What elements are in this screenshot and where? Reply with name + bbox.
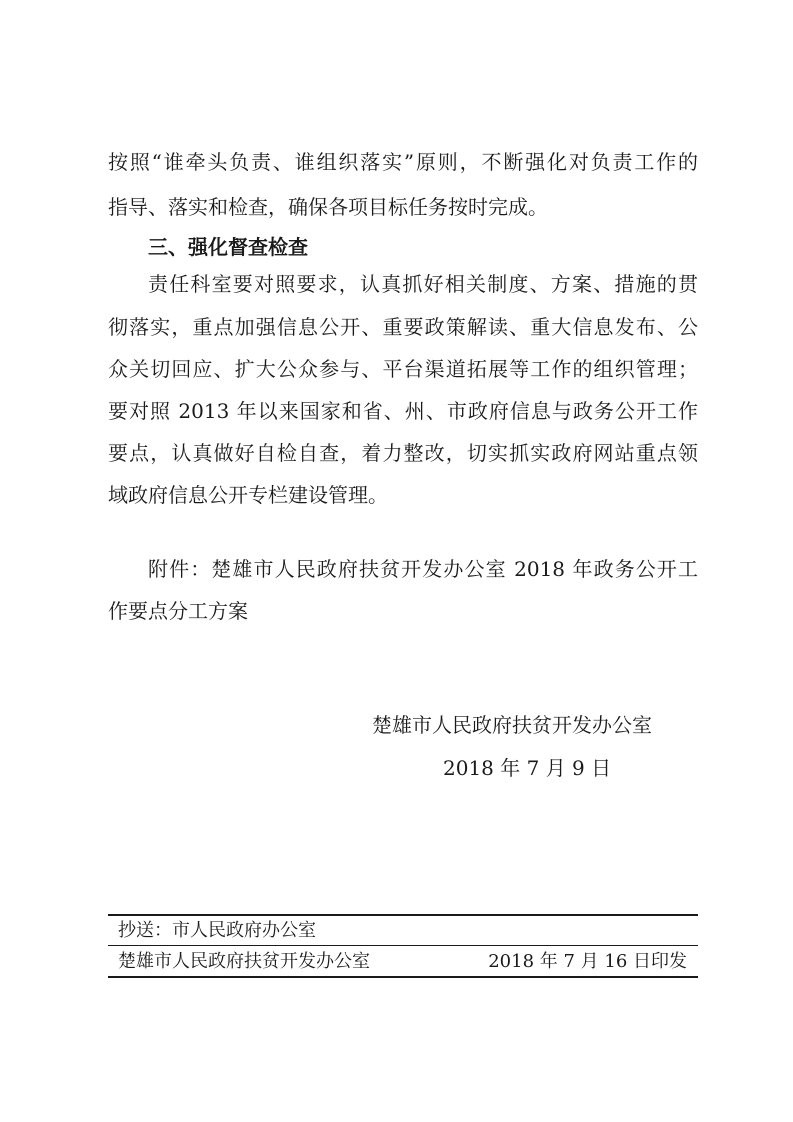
signature-organization: 楚雄市人民政府扶贫开发办公室 [372, 713, 652, 737]
footer-middle-rule [108, 945, 698, 946]
section-body-line: 责任科室要对照要求，认真抓好相关制度、方案、措施的贯 [148, 272, 698, 296]
footer-issue-date: 2018 年 7 月 16 日印发 [488, 951, 687, 972]
section-body-line: 彻落实，重点加强信息公开、重要政策解读、重大信息发布、公 [108, 315, 698, 339]
section-body-line: 要对照 2013 年以来国家和省、州、市政府信息与政务公开工作 [108, 399, 698, 423]
section-body-line: 域政府信息公开专栏建设管理。 [108, 483, 388, 507]
signature-date: 2018 年 7 月 9 日 [443, 756, 612, 780]
paragraph-line: 按照“谁牵头负责、谁组织落实”原则，不断强化对负责工作的 [108, 150, 698, 174]
footer-bottom-rule [108, 976, 698, 978]
attachment-line: 附件：楚雄市人民政府扶贫开发办公室 2018 年政务公开工 [148, 557, 698, 581]
section-body-line: 要点，认真做好自检自查，着力整改，切实抓实政府网站重点领 [108, 441, 698, 465]
paragraph-line: 指导、落实和检查，确保各项目标任务按时完成。 [108, 195, 548, 219]
section-heading: 三、强化督查检查 [148, 235, 308, 259]
section-body-line: 众关切回应、扩大公众参与、平台渠道拓展等工作的组织管理； [108, 357, 698, 381]
footer-top-rule [108, 914, 698, 916]
footer-cc: 抄送：市人民政府办公室 [118, 920, 316, 941]
attachment-line: 作要点分工方案 [108, 599, 248, 623]
footer-issuer: 楚雄市人民政府扶贫开发办公室 [118, 951, 370, 972]
